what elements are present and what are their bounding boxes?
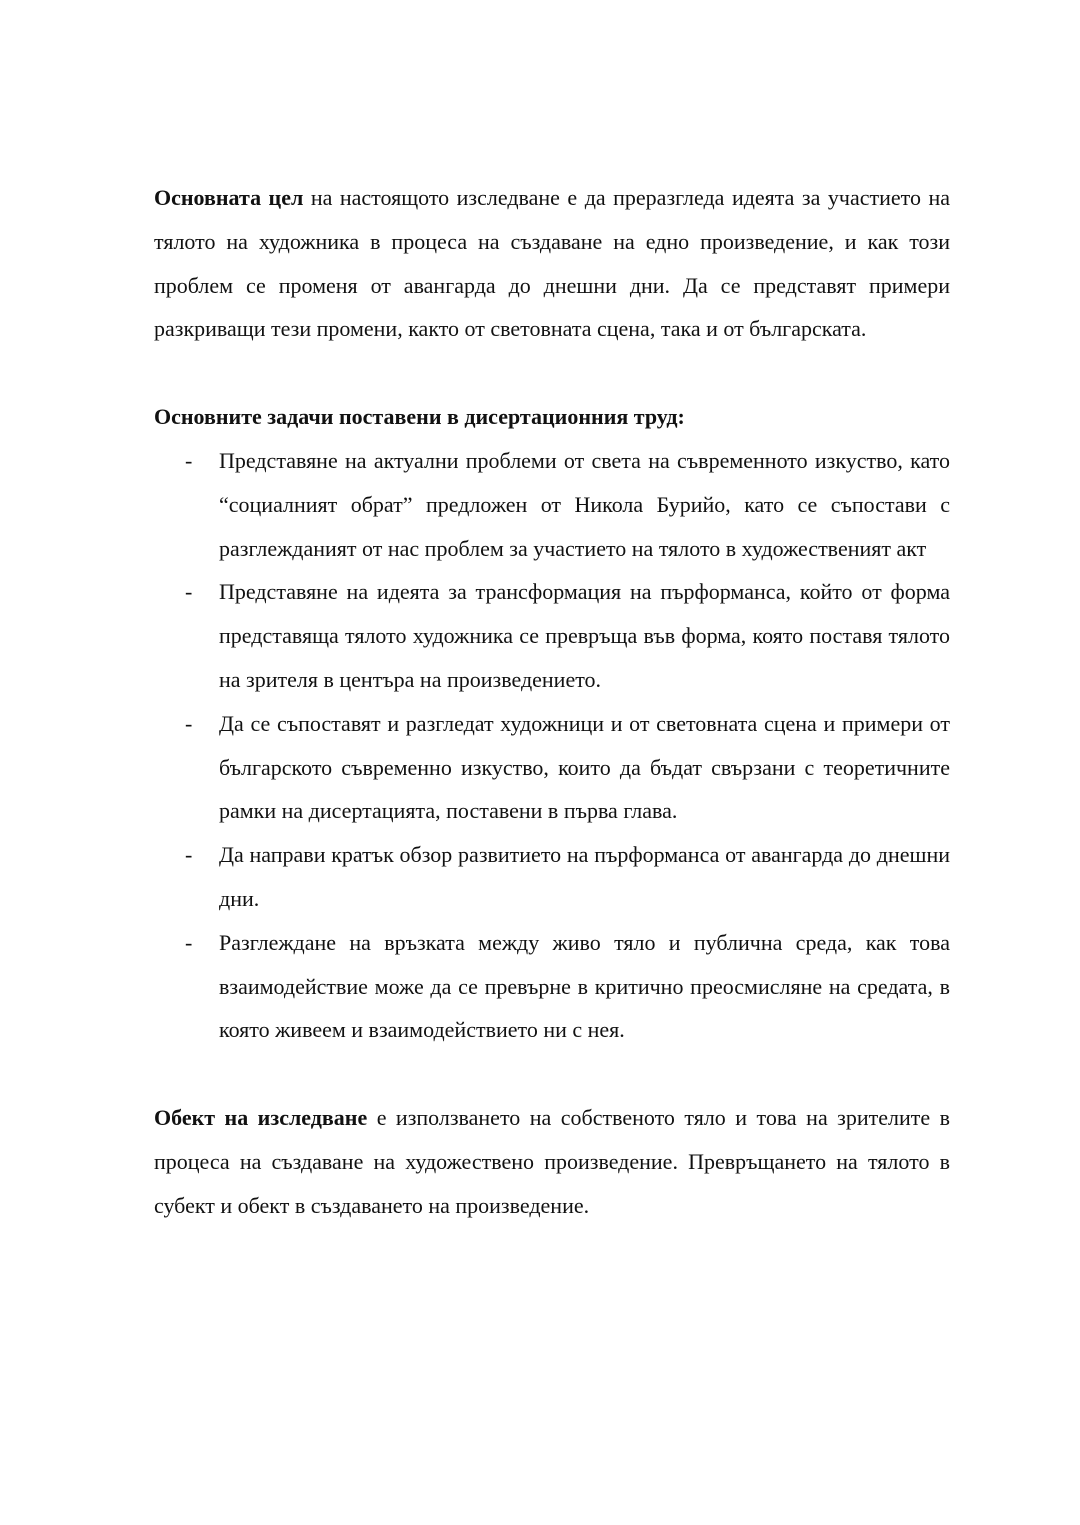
bullet-dash: - (185, 447, 193, 473)
task-text: Да направи кратък обзор развитието на пърформанса от авангарда до днешни дни. (219, 842, 950, 911)
spacer (154, 1052, 950, 1096)
task-text: Да се съпоставят и разгледат художници и от световната сцена и примери от българското съвременно изкуство, които да бъдат свързани с теоретичните рамки на дисертацията, поставени в първа глава. (219, 710, 950, 824)
spacer (154, 351, 950, 395)
bullet-dash: - (185, 929, 193, 955)
task-item (154, 439, 950, 570)
task-text: Представяне на идеята за трансформация на пърформанса, който от форма представяща тялото художника се превръща във форма, която поставя тялото на зрителя в центъра на произведението. (219, 579, 950, 692)
task-item (154, 702, 950, 833)
bullet-dash: - (185, 579, 193, 605)
object-bold-lead: Обект на изследване (154, 1105, 368, 1131)
tasks-list (154, 439, 950, 1052)
intro-paragraph (154, 176, 950, 351)
object-paragraph (154, 1096, 950, 1227)
object-text: е използването на собственото тяло и това на зрителите в процеса на създаване на художествено произведение. Превръщането на тялото в субект и обект в създаването на произведение. (154, 1105, 951, 1218)
intro-bold-lead: Основната цел (154, 185, 304, 210)
task-item (154, 833, 950, 921)
document-page (154, 176, 950, 1228)
bullet-dash: - (185, 710, 193, 736)
tasks-heading: Основните задачи поставени в дисертационния труд: (154, 404, 685, 430)
task-text: Представяне на актуални проблеми от света на съвременното изкуство, като “социалният обрат” предложен от Никола Бурийо, като се съпостави с разглежданият от нас проблем за участието на тялото в художественият акт (219, 447, 950, 561)
task-text: Разглеждане на връзката между живо тяло и публична среда, как това взаимодействие може да се превърне в критично преосмисляне на средата, в която живеем и взаимодействието ни с нея. (219, 929, 950, 1043)
task-item (154, 570, 950, 701)
task-item (154, 921, 950, 1052)
bullet-dash: - (185, 842, 193, 868)
intro-text: на настоящото изследване е да преразгледа идеята за участието на тялото на художника в процеса на създаване на едно произведение, и как този проблем се променя от авангарда до днешни дни. Да се представят примери разкриващи тези промени, както от световната сцена, така и от българската. (154, 185, 950, 342)
